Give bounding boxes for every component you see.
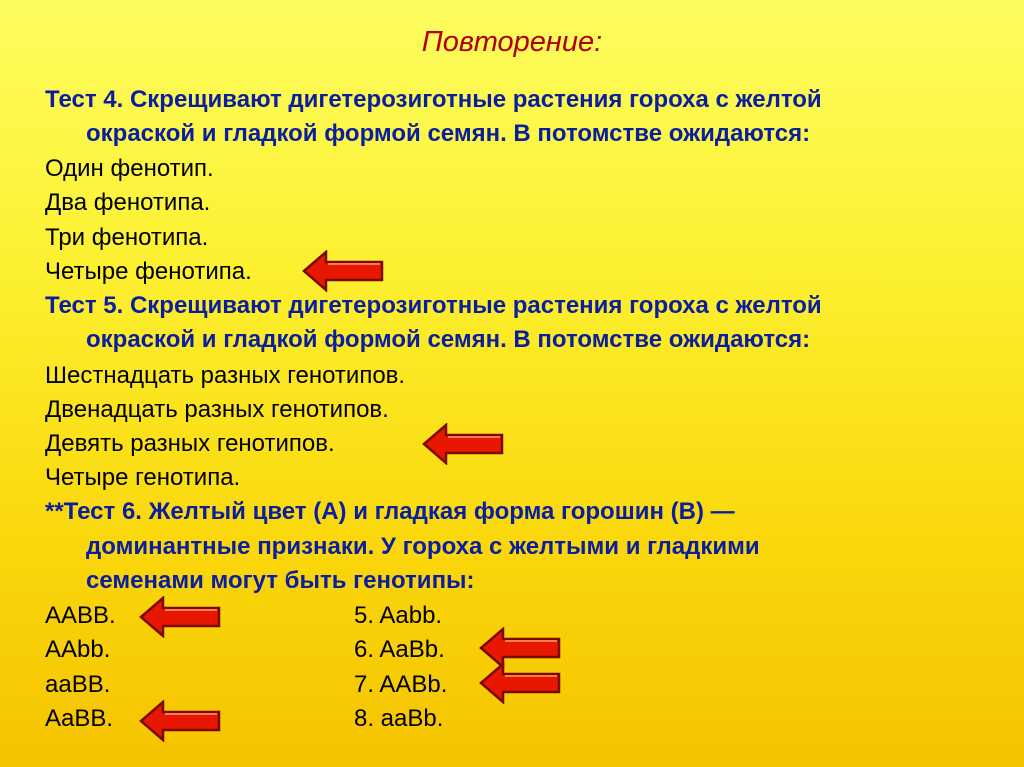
left-arrow-icon (139, 700, 221, 742)
test6-question-line3: семенами могут быть генотипы: (86, 567, 475, 594)
test5-option-3: Девять разных генотипов. (45, 430, 335, 457)
test4-option-3: Три фенотипа. (45, 224, 209, 251)
test6-option-left-4: AaBB. (45, 705, 114, 732)
left-arrow-icon (139, 596, 221, 638)
test4-option-2: Два фенотипа. (45, 189, 211, 216)
left-arrow-icon (422, 423, 504, 465)
test4-question-line2: окраской и гладкой формой семян. В потомстве ожидаются: (86, 120, 811, 147)
test5-question-line2: окраской и гладкой формой семян. В потомстве ожидаются: (86, 326, 811, 353)
test6-option-right-8: 8. aaBb. (354, 705, 444, 732)
test6-option-right-7: 7. AABb. (354, 671, 448, 698)
left-arrow-icon (479, 662, 561, 704)
slide-title: Повторение: (421, 26, 603, 58)
test6-option-left-1: AABB. (45, 602, 116, 629)
test4-option-4: Четыре фенотипа. (45, 258, 252, 285)
test5-option-2: Двенадцать разных генотипов. (45, 396, 389, 423)
left-arrow-icon (302, 250, 384, 292)
test4-option-1: Один фенотип. (45, 155, 214, 182)
test5-question-line1: Тест 5. Скрещивают дигетерозиготные растения гороха с желтой (45, 292, 822, 319)
test4-question-line1: Тест 4. Скрещивают дигетерозиготные растения гороха с желтой (45, 86, 822, 113)
test6-question-line1: **Тест 6. Желтый цвет (А) и гладкая форма горошин (В) — (45, 498, 735, 525)
test6-option-left-2: AAbb. (45, 636, 111, 663)
test5-option-4: Четыре генотипа. (45, 464, 241, 491)
test6-option-right-5: 5. Aabb. (354, 602, 443, 629)
test6-option-right-6: 6. AaBb. (354, 636, 445, 663)
test5-option-1: Шестнадцать разных генотипов. (45, 362, 406, 389)
test6-question-line2: доминантные признаки. У гороха с желтыми и гладкими (86, 533, 760, 560)
test6-option-left-3: aaBB. (45, 671, 111, 698)
